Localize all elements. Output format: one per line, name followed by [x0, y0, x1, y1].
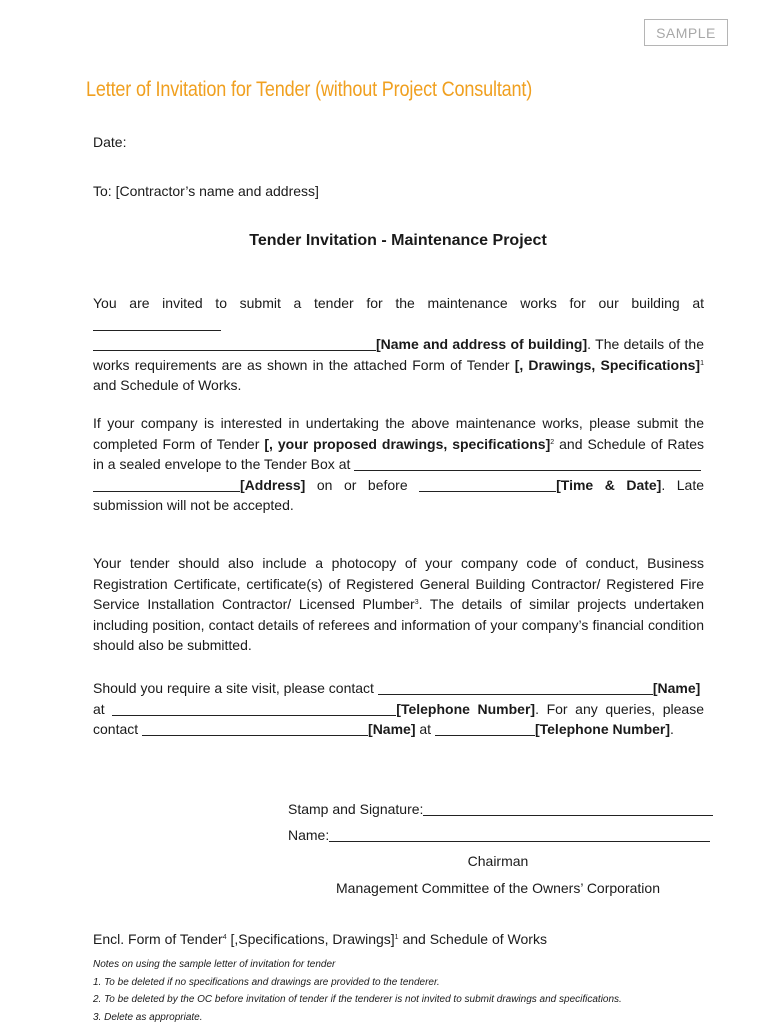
signatory-role: Chairman [288, 853, 708, 869]
documents-paragraph [93, 553, 704, 656]
footnote-ref-1b: 1 [395, 934, 399, 941]
name-line [288, 827, 710, 843]
site-phone-placeholder: [Telephone Number] [396, 701, 535, 717]
name-label: Name: [288, 827, 329, 843]
para4-text-5: . [670, 721, 674, 737]
stamp-signature-blank [423, 802, 713, 816]
para4-text: Should you require a site visit, please contact [93, 680, 378, 696]
para4-text-3: . For any queries, please contact [93, 701, 704, 738]
recipient-line: To: [Contractor’s name and address] [93, 183, 319, 199]
para4-text-4: at [416, 721, 435, 737]
stamp-signature-line [288, 801, 713, 817]
address-placeholder: [Address] [240, 477, 305, 493]
enclosure-line [93, 931, 547, 947]
time-date-placeholder: [Time & Date] [556, 477, 661, 493]
site-contact-name-placeholder: [Name] [653, 680, 700, 696]
query-phone-placeholder: [Telephone Number] [535, 721, 670, 737]
para1-text: You are invited to submit a tender for the maintenance works for our building at [93, 295, 704, 311]
para4-text-2: at [93, 701, 112, 717]
proposed-drawings-placeholder: [, your proposed drawings, specifications] [264, 436, 550, 452]
para3-text: Your tender should also include a photocopy of your company code of conduct, Business Registration Certificate, certificate(s) of Registered General Building Contractor/ Registered Fire Service Installation Contractor/ Licensed Plumber [93, 555, 704, 612]
building-placeholder: [Name and address of building] [376, 336, 587, 352]
enclosure-text-2: [,Specifications, Drawings] [227, 931, 395, 947]
query-contact-name-placeholder: [Name] [368, 721, 415, 737]
building-blank-2 [93, 336, 376, 351]
page-title: Letter of Invitation for Tender (without Project Consultant) [86, 78, 532, 102]
note-item: 1. To be deleted if no specifications and drawings are provided to the tenderer. [93, 974, 622, 992]
drawings-placeholder: [, Drawings, Specifications] [515, 357, 700, 373]
submission-paragraph [93, 413, 704, 516]
signatory-organization: Management Committee of the Owners’ Corporation [288, 880, 708, 896]
enclosure-text-3: and Schedule of Works [399, 931, 547, 947]
para1-text-2: . The details of the works requirements are as shown in the attached Form of Tender [93, 336, 704, 373]
address-blank-2 [93, 477, 240, 492]
query-contact-blank [142, 721, 368, 736]
name-blank [329, 828, 710, 842]
notes-section [93, 956, 622, 1026]
building-blank [93, 316, 221, 331]
enclosure-text: Encl. Form of Tender [93, 931, 223, 947]
footnote-ref-3: 3 [415, 599, 419, 606]
note-item: 2. To be deleted by the OC before invitation of tender if the tenderer is not invited to submit drawings and specifications. [93, 991, 622, 1009]
query-phone-blank [435, 721, 535, 736]
footnote-ref-4: 4 [223, 934, 227, 941]
notes-heading: Notes on using the sample letter of invitation for tender [93, 956, 622, 974]
footnote-ref-1: 1 [700, 360, 704, 367]
letter-subject: Tender Invitation - Maintenance Project [0, 232, 768, 250]
para2-text-3: on or before [305, 477, 419, 493]
para2-text-2: and Schedule of Rates in a sealed envelope to the Tender Box at [93, 436, 704, 473]
time-date-blank [419, 477, 556, 492]
site-phone-blank [112, 701, 396, 716]
para3-text-2: . The details of similar projects undertaken including position, contact details of referees and information of your company’s financial condition should also be submitted. [93, 596, 704, 653]
para2-text-4: . Late submission will not be accepted. [93, 477, 704, 514]
footnote-ref-2: 2 [550, 439, 554, 446]
sample-watermark-badge: SAMPLE [644, 19, 728, 46]
invitation-paragraph [93, 293, 704, 396]
site-contact-blank [378, 680, 653, 695]
para2-text: If your company is interested in undertaking the above maintenance works, please submit the completed Form of Tender [93, 415, 704, 452]
address-blank [354, 456, 701, 471]
date-label: Date: [93, 134, 126, 150]
para1-text-3: and Schedule of Works. [93, 377, 241, 393]
stamp-signature-label: Stamp and Signature: [288, 801, 423, 817]
note-item: 3. Delete as appropriate. [93, 1009, 622, 1026]
contact-paragraph [93, 678, 704, 740]
